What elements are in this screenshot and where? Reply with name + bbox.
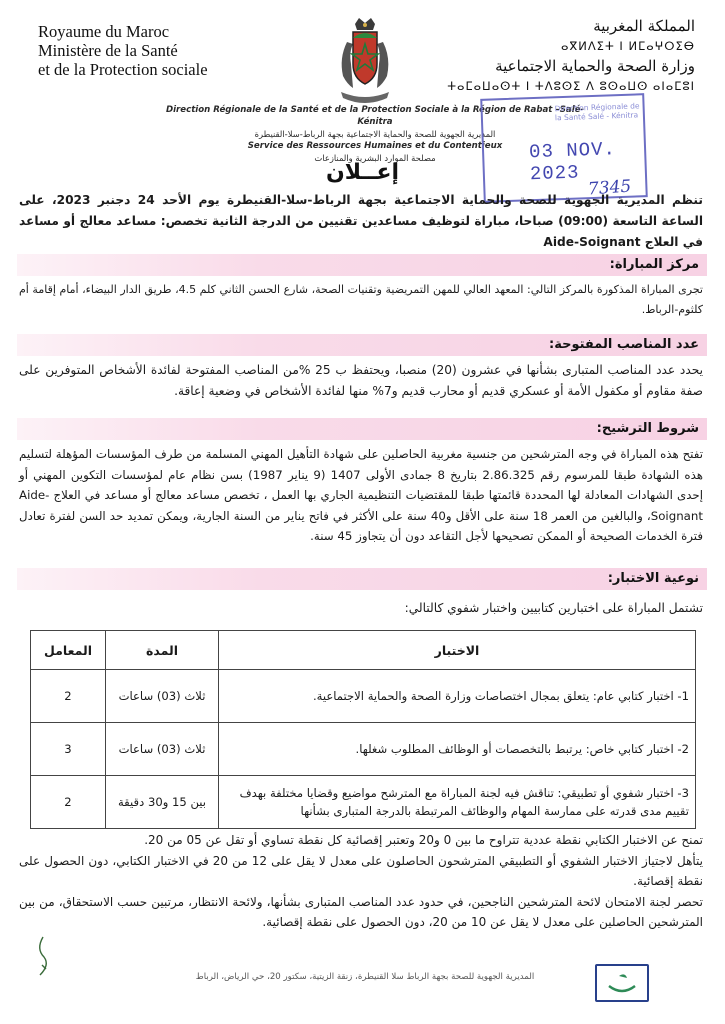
intro-paragraph: تنظم المديرية الجهوية للصحة والحماية الاجتماعية بجهة الرباط-سلا-القنيطرة يوم الأحد 24 دجنبر 2023، على الساعة التاسعة (09:00) صباحا، مباراة لتوظيف مساعدين تقنيين من الدرجة الثانية تخصص: مساعد معالج أو مساعد في العلاج Aide-Soignant [19, 193, 703, 249]
notes-block [19, 830, 703, 933]
row-test: 2- اختبار كتابي خاص: يرتبط بالتخصصات أو الوظائف المطلوب شغلها. [219, 723, 696, 776]
row-test: 1- اختبار كتابي عام: يتعلق بمجال اختصاصات وزارة الصحة والحماية الاجتماعية. [219, 670, 696, 723]
note-item: تمنح عن الاختبار الكتابي نقطة عددية تتراوح ما بين 0 و20 وتعتبر إقصائية كل نقطة تساوي أو تقل عن 05 من 20. [144, 833, 703, 847]
fr-kingdom: Royaume du Maroc [38, 22, 170, 41]
fr-protection: et de la Protection sociale [38, 60, 208, 79]
header-arabic [447, 16, 695, 96]
section-heading-conditions: شروط الترشيح: [17, 418, 707, 440]
table-row [31, 670, 696, 723]
signature-mark-icon [32, 935, 54, 979]
row-coefficient: 2 [31, 670, 106, 723]
note-item: تحصر لجنة الامتحان لائحة المترشحين الناجحين، في حدود عدد المناصب المتبارى بشأنها، ولائحة الانتظار، مرتبين حسب الاستحقاق، من بين المترشحين الحاصلين على معدل لا يقل عن 10 من 20، دون الحصول على نقطة إقصائية. [19, 894, 703, 929]
section-heading-center: مركز المباراة: [17, 254, 707, 276]
row-duration: ثلاث (03) ساعات [106, 670, 219, 723]
note-item: يتأهل لاجتياز الاختبار الشفوي أو التطبيقي المترشحون الحاصلون على معدل لا يقل على 12 من 20 في الاختبار الكتابي، دون الحصول على نقطة إقصائية. [19, 853, 704, 888]
ar-regional-direction: المديرية الجهوية للصحة والحماية الاجتماعية بجهة الرباط-سلا-القنيطرة [254, 129, 496, 139]
ar-hr-service: مصلحة الموارد البشرية والمنازعات [314, 153, 436, 163]
section-heading-posts: عدد المناصب المفتوحة: [17, 334, 707, 356]
ar-ministry: وزارة الصحة والحماية الاجتماعية [495, 57, 695, 75]
section-text-exam-type: تشتمل المباراة على اختبارين كتابيين واختبار شفوي كالتالي: [404, 601, 703, 615]
row-duration: ثلاث (03) ساعات [106, 723, 219, 776]
royal-emblem-icon [333, 18, 397, 104]
section-text-conditions: تفتح هذه المباراة في وجه المترشحين من جنسية مغربية الحاصلين على شهادة التأهيل المهني المسلمة من طرف المؤسسات المؤهلة لتسليم هذه الشهادة طبقا للمرسوم رقم 2.86.325 بتاريخ 8 جمادى الأولى 1407 (9 يناير 1987) بسن نظام عام لمؤسسات التكوين المهني أو إحدى الشهادات المعادلة لها المحددة قائمتها طبقا للمقتضيات التنظيمية الجاري بها العمل ، تخصص مساعد معالج أو مساعد في العلاج Aide-Soignant، والبالغين من العمر 18 سنة على الأقل و40 سنة على الأكثر في فاتح يناير من السنة الجارية، ويمكن تمديد حد السن لفترة تعادل فترة الخدمات الصحيحة أو الممكن تصحيحها لأجل التقاعد دون أن يتجاوز 45 سنة. [19, 447, 703, 543]
row-coefficient: 3 [31, 723, 106, 776]
table-header-row [31, 631, 696, 670]
row-duration: بين 15 و30 دقيقة [106, 776, 219, 829]
tifinagh-kingdom: ⴰⴳⵍⴷⵉⵜ ⵏ ⵍⵎⴰⵖⵔⵉⴱ [560, 39, 695, 53]
tifinagh-ministry: ⵜⴰⵎⴰⵡⴰⵙⵜ ⵏ ⵜⴷⵓⵙⵉ ⴷ ⵓⵙⴰⵡⵙ ⴰⵏⴰⵎⵓⵏ [447, 79, 695, 93]
fr-ministry: Ministère de la Santé [38, 41, 178, 60]
header-french [38, 22, 208, 79]
stamp-date: 03 NOV. 2023 [528, 138, 617, 186]
fr-regional-direction: Direction Régionale de la Santé et de la Protection Sociale à la Région de Rabat –Salé- Kénitra [165, 105, 585, 127]
fr-hr-service: Service des Ressources Humaines et du Contentieux [247, 141, 503, 151]
header-duration: المدة [106, 631, 219, 670]
header-coefficient: المعامل [31, 631, 106, 670]
footer-address: المديرية الجهوية للصحة بجهة الرباط سلا القنيطرة، زنقة الزيتية، سكتور 20، حي الرياض، الرباط [195, 972, 535, 982]
section-text-posts: يحدد عدد المناصب المتبارى بشأنها في عشرون (20) منصبا، ويحتفظ ب 25 %من المناصب المفتوحة لفائدة الأشخاص المتوفرين على صفة مقاوم أو مكفول الأمة أو عسكري قديم أو محارب قديم و7% منها لفائدة الأشخاص في وضعية إعاقة. [19, 363, 703, 398]
header-test: الاختبار [219, 631, 696, 670]
page-title: إعــلان [325, 160, 400, 185]
stamp-number: 7345 [587, 176, 632, 200]
row-coefficient: 2 [31, 776, 106, 829]
ministry-logo-icon [595, 964, 649, 1002]
table-row [31, 776, 696, 829]
stamp-text: Direction Régionale de la Santé Salé - Kénitra [554, 101, 640, 123]
section-heading-exam-type: نوعية الاختبار: [17, 568, 707, 590]
ar-kingdom: المملكة المغربية [593, 17, 695, 35]
exam-table [30, 630, 696, 829]
table-row [31, 723, 696, 776]
section-text-center: تجرى المباراة المذكورة بالمركز التالي: المعهد العالي للمهن التمريضية وتقنيات الصحة، شارع الحسن الثاني كلم 4.5، طريق الدار البيضاء، أمام إقامة أم كلثوم-الرباط. [19, 283, 703, 316]
row-test: 3- اختبار شفوي أو تطبيقي: تناقش فيه لجنة المباراة مع المترشح مواضيع وقضايا مختلفة بهدف تقييم مدى قدرته على ممارسة المهام والوظائف المرتبطة بالدرجة المتبارى بشأنها [219, 776, 696, 829]
